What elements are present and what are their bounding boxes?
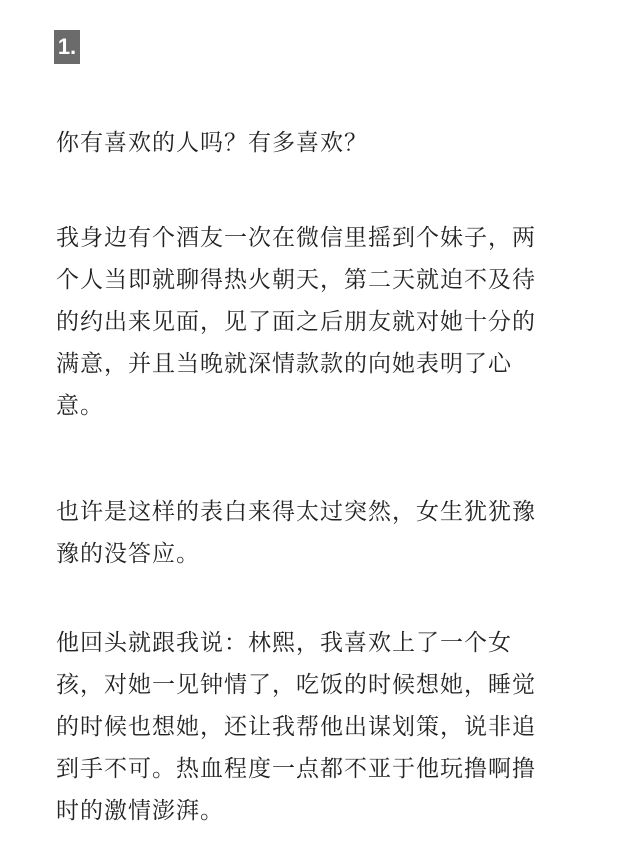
paragraph-reaction: 也许是这样的表白来得太过突然，女生犹犹豫 豫的没答应。 — [56, 499, 536, 567]
paragraph-confession: 他回头就跟我说：林熙，我喜欢上了一个女 孩，对她一见钟情了，吃饭的时候想她，睡觉 的时候也想她，还让我帮他出谋划策，说非追 到手不可。热血程度一点都不亚于他玩撸啊撸 时的激情澎湃。 — [56, 630, 536, 824]
paragraph-story: 我身边有个酒友一次在微信里摇到个妹子，两 个人当即就聊得热火朝天，第二天就迫不及待 的约出来见面，见了面之后朋友就对她十分的 满意，并且当晚就深情款款的向她表明了心 意。 — [56, 225, 536, 419]
section-number-badge: 1. — [54, 30, 80, 64]
paragraph-question: 你有喜欢的人吗？有多喜欢？ — [56, 130, 368, 156]
